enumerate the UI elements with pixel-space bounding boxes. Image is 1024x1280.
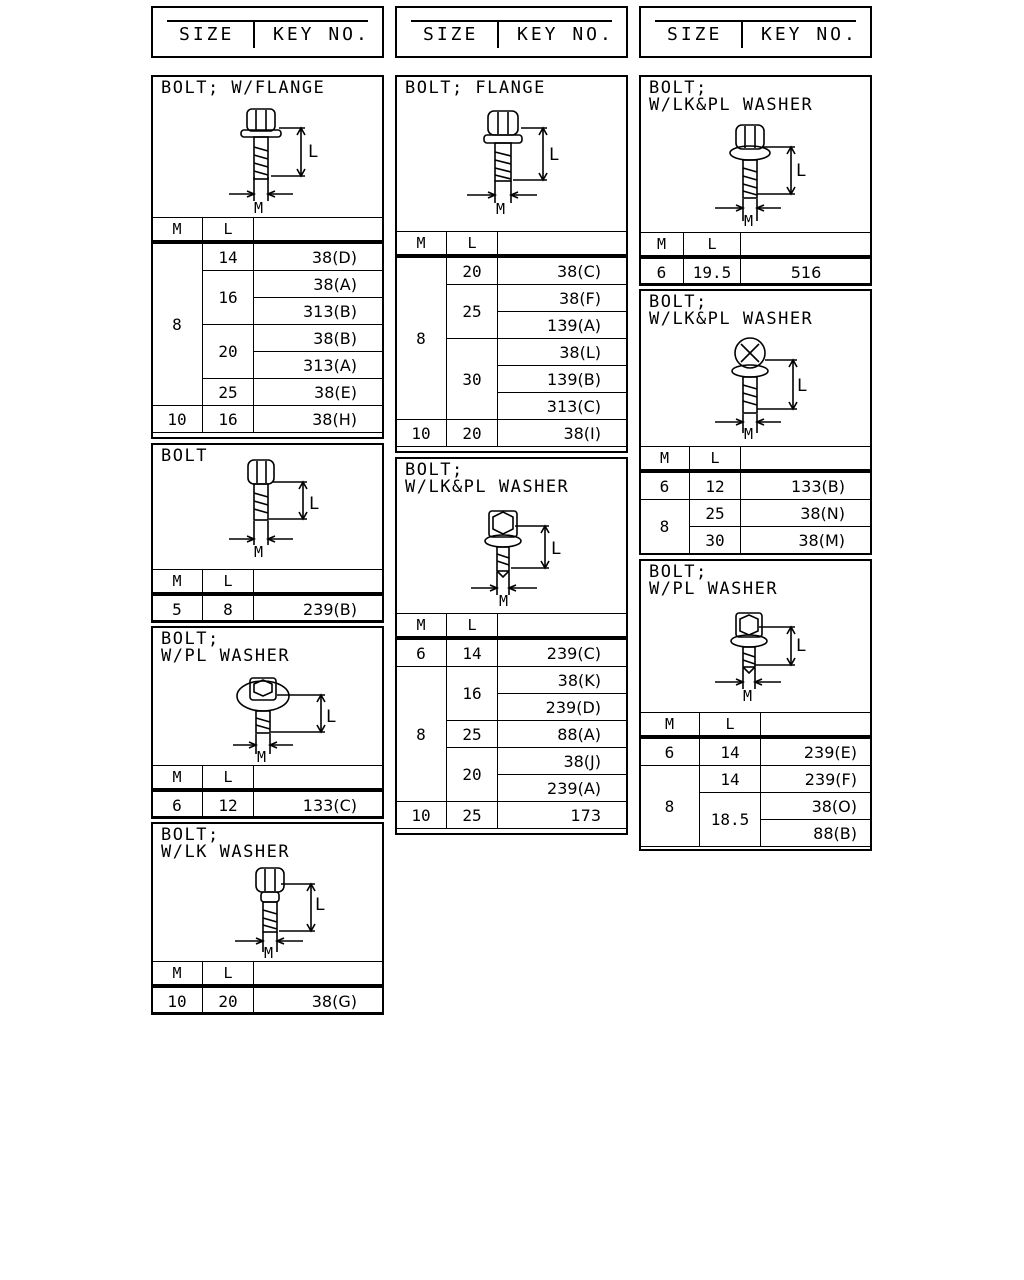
svg-text:M: M	[264, 944, 274, 962]
card-bolt	[151, 443, 384, 622]
size-key-header-3	[639, 6, 872, 58]
card-bolt-flange	[395, 75, 628, 453]
cell-key: 38(H)	[254, 406, 384, 433]
card-bolt-w-pl-washer	[639, 559, 872, 851]
cell-key: 516	[741, 257, 872, 286]
cell-m: 6	[640, 257, 684, 286]
cell-key: 139(B)	[498, 366, 628, 393]
cell-l: 12	[690, 471, 741, 500]
col-m-header: M	[640, 233, 684, 258]
svg-text:M: M	[257, 748, 267, 766]
cell-l: 14	[700, 766, 761, 793]
cell-l: 12	[203, 790, 254, 819]
col-l-header: L	[203, 570, 254, 595]
col-l-header: L	[203, 218, 254, 243]
col-key-header	[498, 614, 628, 639]
card-title: BOLT; W/LK&PL WASHER	[649, 292, 814, 329]
col-l-header: L	[690, 447, 741, 472]
cell-m: 10	[152, 986, 203, 1015]
svg-text:M: M	[496, 200, 506, 218]
spec-table	[395, 231, 628, 447]
col-key-header	[254, 766, 384, 791]
cell-key: 239(C)	[498, 638, 628, 667]
card-title: BOLT; FLANGE	[405, 78, 546, 98]
col-l-header: L	[447, 614, 498, 639]
header-divider	[741, 22, 743, 48]
cell-l: 16	[203, 406, 254, 433]
key-no-label: KEY NO.	[273, 24, 370, 45]
cell-l: 25	[203, 379, 254, 406]
cell-m: 6	[640, 737, 700, 766]
cell-l: 16	[203, 271, 254, 325]
spec-table	[151, 961, 384, 1015]
card-bolt-w-lkpl-washer	[395, 457, 628, 835]
card-bolt-w-pl-washer	[151, 626, 384, 818]
card-bolt-w-lk-washer	[151, 822, 384, 1014]
col-l-header: L	[203, 766, 254, 791]
card-bolt-w-lkpl-washer	[639, 75, 872, 285]
cell-key: 139(A)	[498, 312, 628, 339]
svg-text:L: L	[796, 636, 807, 656]
col-m-header: M	[640, 713, 700, 738]
header-rule	[655, 20, 856, 22]
svg-text:L: L	[797, 376, 808, 396]
cell-m: 6	[640, 471, 690, 500]
spec-table	[639, 446, 872, 554]
col-m-header: M	[396, 614, 447, 639]
col-key-header	[254, 218, 384, 243]
spec-table	[151, 765, 384, 819]
spec-table	[151, 569, 384, 623]
cell-key: 133(C)	[254, 790, 384, 819]
header-divider	[253, 22, 255, 48]
cell-key: 38(O)	[761, 793, 872, 820]
bolt-lkpl-washer-drawing	[641, 291, 870, 447]
card-title: BOLT; W/LK WASHER	[161, 825, 291, 862]
cell-key: 38(B)	[254, 325, 384, 352]
header-rule	[411, 20, 612, 22]
cell-m: 8	[396, 256, 447, 420]
size-key-header-2	[395, 6, 628, 58]
col-key-header	[498, 232, 628, 257]
col-key-header	[254, 570, 384, 595]
spec-table	[639, 232, 872, 286]
svg-text:M: M	[744, 212, 754, 230]
bolt-drawing	[153, 445, 382, 570]
cell-m: 8	[640, 766, 700, 847]
svg-text:M: M	[744, 425, 754, 443]
cell-key: 38(E)	[254, 379, 384, 406]
cell-key: 38(F)	[498, 285, 628, 312]
bolt-pl-washer-drawing	[153, 628, 382, 766]
cell-key: 38(M)	[741, 527, 872, 554]
cell-key: 88(B)	[761, 820, 872, 847]
svg-text:M: M	[499, 592, 509, 610]
card-title: BOLT	[161, 446, 208, 466]
card-title: BOLT; W/PL WASHER	[161, 629, 291, 666]
cell-m: 6	[152, 790, 203, 819]
size-label: SIZE	[423, 24, 479, 45]
cell-m: 10	[396, 802, 447, 829]
cell-key: 38(I)	[498, 420, 628, 447]
cell-key: 38(J)	[498, 748, 628, 775]
cell-l: 20	[447, 420, 498, 447]
svg-text:M: M	[254, 543, 264, 561]
cell-l: 16	[447, 667, 498, 721]
spec-table	[151, 217, 384, 433]
size-label: SIZE	[667, 24, 723, 45]
cell-key: 38(L)	[498, 339, 628, 366]
cell-l: 25	[690, 500, 741, 527]
cell-m: 6	[396, 638, 447, 667]
col-m-header: M	[640, 447, 690, 472]
spec-table	[639, 712, 872, 847]
cell-key: 38(C)	[498, 256, 628, 285]
cell-key: 313(A)	[254, 352, 384, 379]
bolt-flange-drawing	[153, 77, 382, 217]
cell-l: 20	[203, 986, 254, 1015]
svg-text:L: L	[326, 707, 337, 727]
cell-key: 313(B)	[254, 298, 384, 325]
col-l-header: L	[203, 962, 254, 987]
cell-l: 25	[447, 802, 498, 829]
bolt-lkpl-washer-drawing	[397, 459, 626, 614]
cell-key: 38(K)	[498, 667, 628, 694]
cell-l: 30	[690, 527, 741, 554]
cell-m: 8	[640, 500, 690, 554]
svg-text:L: L	[315, 895, 326, 915]
col-m-header: M	[152, 570, 203, 595]
cell-key: 239(B)	[254, 594, 384, 623]
size-key-header-1	[151, 6, 384, 58]
card-bolt-w-lkpl-washer	[639, 289, 872, 555]
cell-key: 38(D)	[254, 242, 384, 271]
key-no-label: KEY NO.	[761, 24, 858, 45]
cell-m: 10	[396, 420, 447, 447]
cell-key: 133(B)	[741, 471, 872, 500]
cell-l: 18.5	[700, 793, 761, 847]
svg-text:L: L	[796, 161, 807, 181]
cell-l: 25	[447, 285, 498, 339]
cell-l: 20	[203, 325, 254, 379]
bolt-lkpl-washer-drawing	[641, 77, 870, 233]
col-l-header: L	[447, 232, 498, 257]
cell-key: 239(A)	[498, 775, 628, 802]
cell-key: 88(A)	[498, 721, 628, 748]
svg-text:M: M	[743, 687, 753, 705]
cell-key: 239(F)	[761, 766, 872, 793]
col-l-header: L	[684, 233, 741, 258]
svg-text:M: M	[254, 199, 264, 217]
svg-text:L: L	[549, 145, 560, 165]
card-title: BOLT; W/PL WASHER	[649, 562, 779, 599]
cell-key: 38(G)	[254, 986, 384, 1015]
spec-table	[395, 613, 628, 829]
header-rule	[167, 20, 368, 22]
cell-key: 239(E)	[761, 737, 872, 766]
cell-l: 14	[203, 242, 254, 271]
bolt-pl-washer-drawing	[641, 561, 870, 713]
cell-m: 5	[152, 594, 203, 623]
header-divider	[497, 22, 499, 48]
card-title: BOLT; W/LK&PL WASHER	[405, 460, 570, 497]
card-title: BOLT; W/FLANGE	[161, 78, 326, 98]
bolt-lk-washer-drawing	[153, 824, 382, 962]
col-key-header	[741, 233, 872, 258]
cell-key: 313(C)	[498, 393, 628, 420]
cell-key: 38(N)	[741, 500, 872, 527]
col-m-header: M	[152, 218, 203, 243]
cell-l: 20	[447, 748, 498, 802]
key-no-label: KEY NO.	[517, 24, 614, 45]
card-title: BOLT; W/LK&PL WASHER	[649, 78, 814, 115]
cell-l: 25	[447, 721, 498, 748]
cell-m: 8	[152, 242, 203, 406]
cell-l: 14	[700, 737, 761, 766]
cell-key: 239(D)	[498, 694, 628, 721]
svg-text:L: L	[551, 539, 562, 559]
cell-m: 10	[152, 406, 203, 433]
card-bolt-w-flange	[151, 75, 384, 439]
cell-l: 14	[447, 638, 498, 667]
col-m-header: M	[396, 232, 447, 257]
col-key-header	[254, 962, 384, 987]
bolt-flange-drawing	[397, 77, 626, 232]
size-label: SIZE	[179, 24, 235, 45]
cell-m: 8	[396, 667, 447, 802]
cell-l: 20	[447, 256, 498, 285]
col-key-header	[741, 447, 872, 472]
cell-l: 8	[203, 594, 254, 623]
cell-l: 19.5	[684, 257, 741, 286]
col-key-header	[761, 713, 872, 738]
cell-key: 173	[498, 802, 628, 829]
svg-text:L: L	[308, 142, 319, 162]
col-m-header: M	[152, 962, 203, 987]
svg-text:L: L	[309, 494, 320, 514]
cell-l: 30	[447, 339, 498, 420]
cell-key: 38(A)	[254, 271, 384, 298]
col-l-header: L	[700, 713, 761, 738]
col-m-header: M	[152, 766, 203, 791]
